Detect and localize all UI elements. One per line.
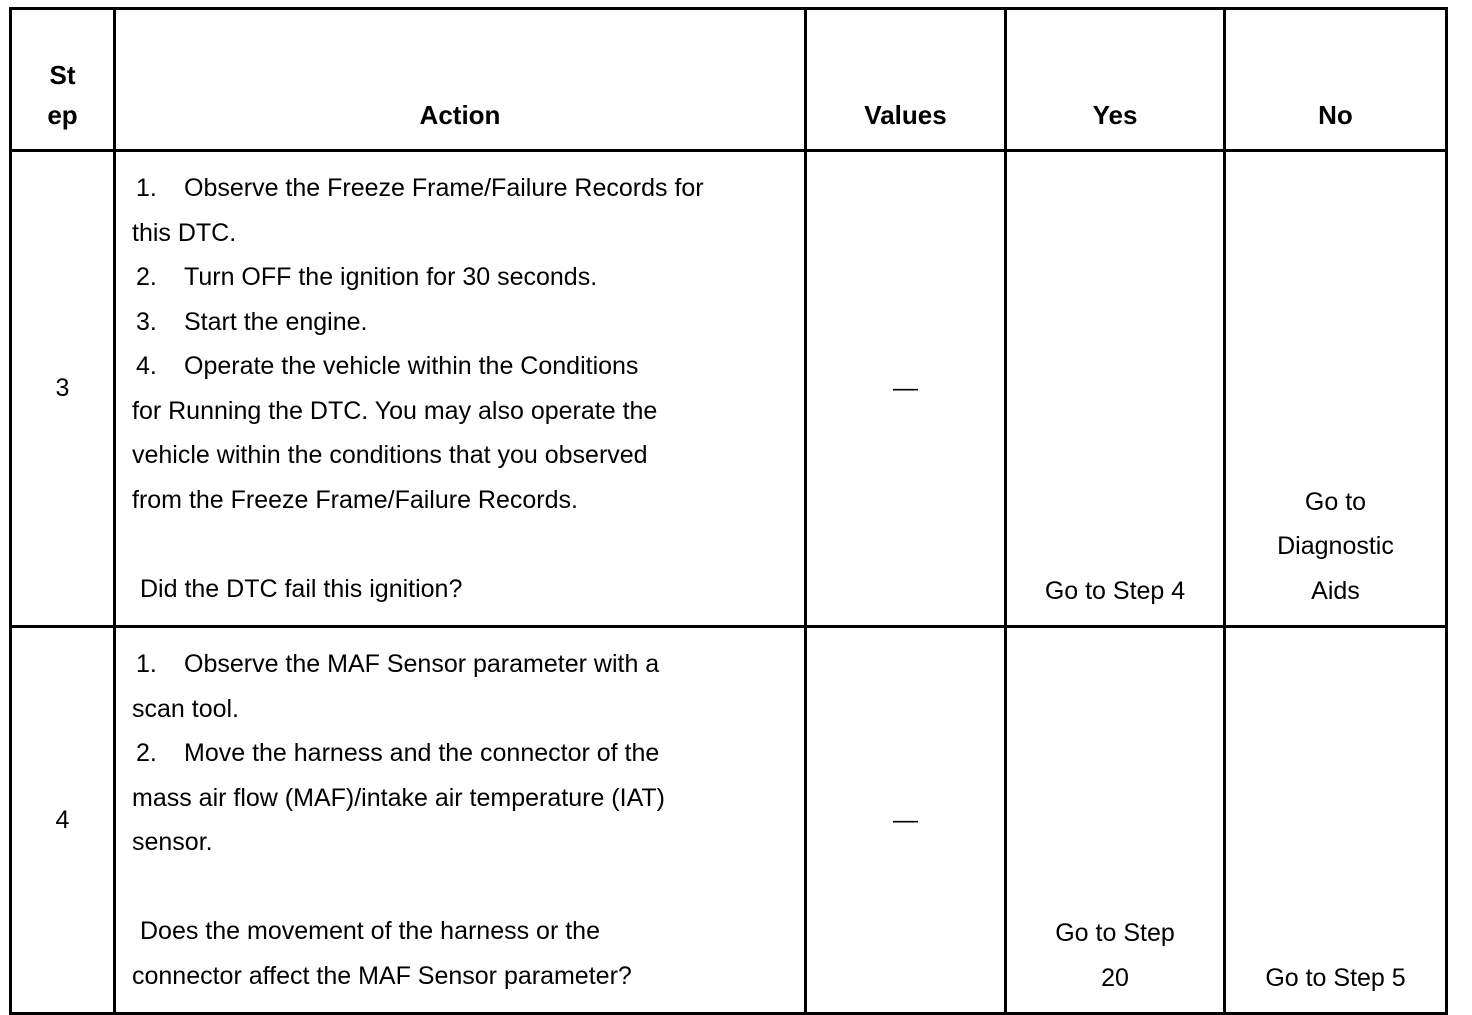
action-cell [115, 151, 806, 627]
no-cell: Go to Step 5 [1225, 627, 1447, 1014]
action-item [132, 166, 794, 211]
step-number: 3 [11, 151, 115, 627]
no-line2: Diagnostic [1277, 532, 1394, 560]
item-text-cont: mass air flow (MAF)/intake air temperature (IAT) [132, 783, 665, 812]
item-text: Start the engine. [184, 307, 368, 336]
question-text: Does the movement of the harness or the [140, 917, 600, 945]
item-text-cont: scan tool. [132, 694, 240, 723]
action-item [132, 300, 794, 345]
question-text: Did the DTC fail this ignition? [140, 574, 463, 603]
table-row-step-4 [11, 627, 1447, 1014]
item-text: Turn OFF the ignition for 30 seconds. [184, 263, 598, 291]
table-row-step-3 [11, 151, 1447, 627]
item-number: 1. [136, 174, 157, 202]
item-text-cont: sensor. [132, 828, 213, 856]
values-cell: — [806, 151, 1006, 627]
item-number: 2. [136, 263, 157, 291]
header-values: Values [806, 9, 1006, 151]
no-line3: Aids [1311, 576, 1360, 605]
item-text-cont: vehicle within the conditions that you observed [132, 441, 648, 469]
yes-line1: Go to Step [1055, 919, 1175, 947]
item-number: 1. [136, 650, 157, 678]
values-cell: — [806, 627, 1006, 1014]
header-action: Action [115, 9, 806, 151]
action-item [132, 344, 794, 389]
action-item [132, 642, 794, 687]
header-step-line1: St [49, 60, 76, 90]
item-text-cont: for Running the DTC. You may also operate the [132, 396, 658, 425]
item-text: Observe the MAF Sensor parameter with a [184, 650, 660, 678]
action-item [132, 255, 794, 300]
action-item [132, 731, 794, 776]
item-text-cont: this DTC. [132, 218, 237, 247]
item-text: Observe the Freeze Frame/Failure Records for [184, 174, 704, 202]
header-yes: Yes [1006, 9, 1225, 151]
spacer [132, 522, 794, 567]
yes-cell [1006, 627, 1225, 1014]
question-text-cont: connector affect the MAF Sensor parameter? [132, 961, 632, 990]
header-step [11, 9, 115, 151]
yes-line2: 20 [1101, 963, 1129, 992]
action-cell [115, 627, 806, 1014]
header-no: No [1225, 9, 1447, 151]
item-number: 3. [136, 307, 157, 336]
no-line1: Go to [1304, 487, 1367, 516]
item-text: Move the harness and the connector of the [184, 739, 660, 767]
item-text: Operate the vehicle within the Conditions [184, 352, 639, 380]
diagnostic-table [9, 7, 1448, 1015]
item-number: 2. [136, 739, 157, 767]
item-text-cont: from the Freeze Frame/Failure Records. [132, 485, 578, 514]
spacer [132, 865, 794, 910]
header-step-line2: ep [47, 100, 78, 130]
step-number: 4 [11, 627, 115, 1014]
yes-cell: Go to Step 4 [1006, 151, 1225, 627]
no-cell [1225, 151, 1447, 627]
header-row [11, 9, 1447, 151]
item-number: 4. [136, 352, 157, 380]
